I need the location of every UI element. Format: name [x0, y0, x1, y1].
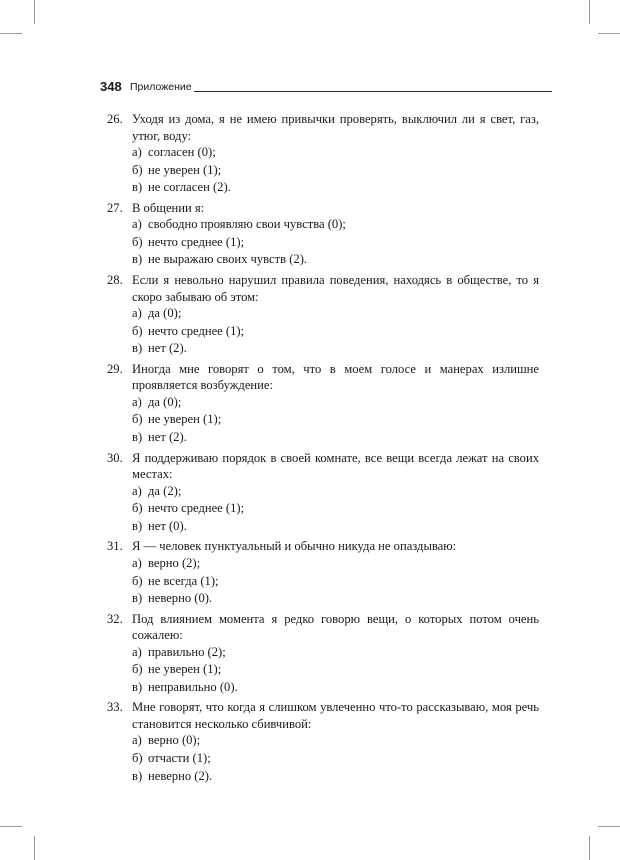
header-rule — [194, 91, 552, 92]
question-number: 27. — [107, 200, 123, 215]
crop-mark — [34, 836, 35, 860]
option-letter: в) — [132, 341, 143, 356]
crop-mark — [0, 33, 22, 34]
answer-option — [132, 340, 539, 358]
option-letter: в) — [132, 430, 143, 445]
question-text: Я — человек пунктуальный и обычно никуда не опаздываю: — [132, 539, 457, 554]
answer-option — [132, 573, 539, 591]
answer-option — [132, 234, 539, 252]
answer-option — [132, 590, 539, 608]
page-number: 348 — [100, 79, 122, 94]
question-text: Под влиянием момента я редко говорю вещи, о которых потом очень сожалею: — [132, 611, 539, 643]
question-text: Иногда мне говорят о том, что в моем голосе и манерах излишне проявляется возбуждение: — [132, 361, 539, 393]
question-number: 29. — [107, 361, 123, 376]
answer-option — [132, 411, 539, 429]
answer-option — [132, 179, 539, 197]
option-text: нет (2). — [148, 341, 187, 356]
question-item — [107, 111, 539, 197]
option-letter: б) — [132, 234, 143, 249]
option-letter: а) — [132, 145, 142, 159]
answer-option — [132, 768, 539, 786]
running-header — [100, 80, 552, 94]
answer-option — [132, 732, 539, 750]
option-text: нечто среднее (1); — [148, 234, 245, 249]
answer-option — [132, 555, 539, 573]
option-letter: б) — [132, 162, 143, 177]
crop-mark — [598, 33, 620, 34]
question-number: 30. — [107, 450, 123, 465]
option-text: неверно (2). — [148, 768, 213, 783]
question-line — [107, 272, 539, 305]
option-letter: в) — [132, 518, 143, 533]
question-text: Мне говорят, что когда я слишком увлеченно что-то рассказываю, моя речь становится несколько сбивчивой: — [132, 700, 539, 731]
answer-option — [132, 679, 539, 697]
question-line — [107, 611, 539, 644]
option-text: верно (2); — [148, 555, 201, 570]
answer-option — [132, 661, 539, 679]
option-text: правильно (2); — [148, 644, 226, 659]
question-number: 31. — [107, 539, 123, 554]
answer-option — [132, 305, 539, 323]
option-letter: а) — [132, 483, 142, 498]
option-text: не уверен (1); — [148, 162, 222, 177]
option-text: верно (0); — [148, 733, 201, 748]
option-letter: в) — [132, 591, 143, 606]
option-letter: б) — [132, 412, 143, 427]
question-line — [107, 200, 539, 217]
answer-option — [132, 394, 539, 412]
option-text: да (2); — [148, 483, 182, 498]
answer-option — [132, 323, 539, 341]
crop-mark — [34, 0, 35, 24]
answer-option — [132, 144, 539, 162]
answer-option — [132, 518, 539, 536]
crop-mark — [589, 836, 590, 860]
answer-option — [132, 500, 539, 518]
question-line — [107, 538, 539, 555]
question-number: 26. — [107, 112, 123, 126]
option-text: отчасти (1); — [148, 751, 211, 766]
option-text: нечто среднее (1); — [148, 323, 245, 338]
answer-option — [132, 644, 539, 662]
question-text: Уходя из дома, я не имею привычки проверять, выключил ли я свет, газ, утюг, воду: — [132, 112, 539, 143]
option-letter: а) — [132, 733, 142, 748]
option-text: нет (2). — [148, 430, 187, 445]
answer-option — [132, 216, 539, 234]
option-text: не согласен (2). — [148, 180, 231, 195]
question-item — [107, 538, 539, 607]
question-line — [107, 450, 539, 483]
option-letter: б) — [132, 751, 143, 766]
option-letter: а) — [132, 217, 142, 232]
option-text: не выражаю своих чувств (2). — [148, 252, 308, 267]
option-text: не уверен (1); — [148, 662, 222, 677]
option-letter: в) — [132, 252, 143, 267]
option-letter: б) — [132, 573, 143, 588]
question-number: 32. — [107, 611, 123, 626]
question-line — [107, 111, 539, 144]
option-text: нет (0). — [148, 518, 187, 533]
crop-mark — [589, 0, 590, 24]
option-letter: а) — [132, 394, 142, 409]
crop-mark — [598, 826, 620, 827]
option-letter: б) — [132, 662, 143, 677]
question-text: В общении я: — [132, 200, 205, 215]
question-item — [107, 272, 539, 358]
option-letter: б) — [132, 501, 143, 516]
option-text: неверно (0). — [148, 591, 213, 606]
section-title: Приложение — [130, 81, 192, 93]
option-text: свободно проявляю свои чувства (0); — [148, 217, 346, 232]
question-item — [107, 611, 539, 697]
question-text: Я поддерживаю порядок в своей комнате, все вещи всегда лежат на своих местах: — [132, 450, 539, 482]
answer-option — [132, 429, 539, 447]
question-number: 33. — [107, 700, 123, 715]
option-text: неправильно (0). — [148, 679, 238, 694]
option-text: да (0); — [148, 394, 182, 409]
answer-option — [132, 162, 539, 180]
question-text: Если я невольно нарушил правила поведения, находясь в обществе, то я скоро забываю об этом: — [132, 273, 539, 304]
question-line — [107, 361, 539, 394]
option-letter: в) — [132, 768, 143, 783]
answer-option — [132, 750, 539, 768]
answer-option — [132, 251, 539, 269]
option-letter: а) — [132, 644, 142, 659]
option-text: нечто среднее (1); — [148, 501, 245, 516]
option-text: не всегда (1); — [148, 573, 219, 588]
question-list — [107, 111, 539, 788]
option-letter: в) — [132, 180, 143, 195]
option-letter: а) — [132, 306, 142, 321]
question-item — [107, 699, 539, 785]
crop-mark — [0, 826, 22, 827]
question-line — [107, 699, 539, 732]
option-letter: б) — [132, 323, 143, 338]
option-text: не уверен (1); — [148, 412, 222, 427]
answer-option — [132, 483, 539, 501]
option-letter: в) — [132, 679, 143, 694]
question-item — [107, 200, 539, 269]
question-item — [107, 450, 539, 536]
option-letter: а) — [132, 555, 142, 570]
option-text: да (0); — [148, 306, 182, 321]
option-text: согласен (0); — [148, 145, 216, 159]
question-item — [107, 361, 539, 447]
question-number: 28. — [107, 273, 123, 288]
